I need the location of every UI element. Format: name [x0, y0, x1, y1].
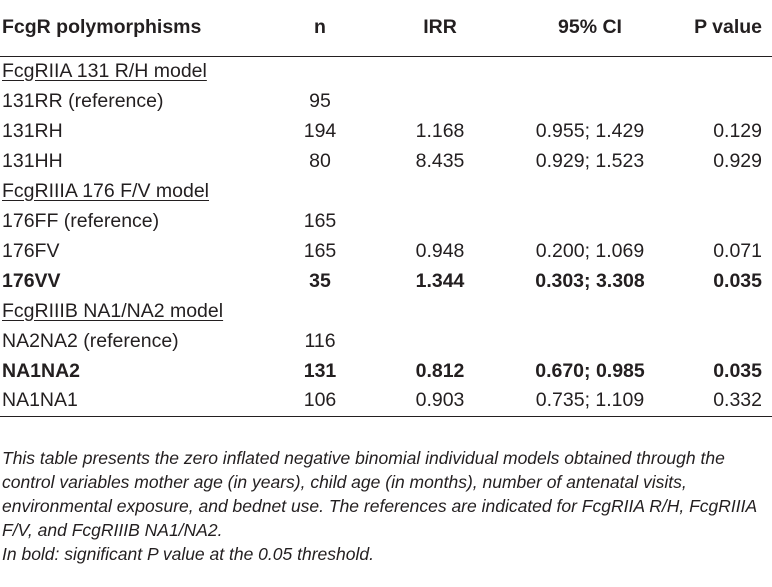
table-body — [0, 56, 772, 416]
row-irr — [370, 206, 510, 236]
row-irr: 0.812 — [415, 359, 465, 382]
row-n: 80 — [309, 149, 331, 172]
row-irr: 8.435 — [415, 149, 465, 172]
row-irr — [370, 326, 510, 356]
table-row — [0, 236, 772, 266]
table-header — [0, 0, 772, 56]
section-row-fcgriiib — [0, 296, 772, 326]
row-label: NA1NA2 — [2, 359, 81, 382]
row-irr: 0.948 — [415, 239, 465, 262]
row-p: 0.129 — [713, 119, 762, 142]
row-n: 95 — [309, 89, 331, 112]
row-label: 131RH — [2, 119, 63, 142]
table-row-significant — [0, 266, 772, 296]
section-title-fcgriiib: FcgRIIIB NA1/NA2 model — [2, 299, 224, 322]
row-label: 176FF (reference) — [2, 209, 160, 232]
header-n: n — [270, 0, 370, 56]
row-label: 176FV — [2, 239, 60, 262]
table-row-significant — [0, 356, 772, 386]
footnote-description: This table presents the zero inflated negative binomial individual models obtained through the control variables mother age (in years), child age (in months), number of antenatal visits, environmental exposure, and bednet use. The references are indicated for FcgRIIA R/H, FcgRIIIA F/V, and FcgRIIIB NA1/NA2. — [2, 448, 757, 540]
header-p-value: P value — [670, 0, 772, 56]
row-p: 0.071 — [713, 239, 762, 262]
row-n: 131 — [303, 359, 337, 382]
row-irr: 1.168 — [415, 119, 465, 142]
row-p — [670, 206, 772, 236]
row-ci — [510, 86, 670, 116]
row-ci: 0.955; 1.429 — [535, 119, 645, 142]
row-ci: 0.735; 1.109 — [510, 386, 670, 416]
table-row — [0, 86, 772, 116]
row-label: 176VV — [2, 269, 61, 292]
table-footnote — [0, 446, 772, 566]
table-row — [0, 326, 772, 356]
row-irr: 1.344 — [415, 269, 465, 292]
header-polymorphism: FcgR polymorphisms — [0, 0, 270, 56]
table-row — [0, 386, 772, 416]
row-ci: 0.929; 1.523 — [535, 149, 645, 172]
row-p: 0.035 — [713, 359, 762, 382]
row-n: 116 — [304, 329, 336, 352]
row-ci — [510, 326, 670, 356]
row-n: 194 — [303, 119, 337, 142]
row-ci: 0.200; 1.069 — [535, 239, 645, 262]
row-n: 165 — [303, 209, 337, 232]
section-title-fcgriiia: FcgRIIIA 176 F/V model — [2, 179, 210, 202]
row-label: NA1NA1 — [0, 386, 270, 416]
table-row — [0, 146, 772, 176]
row-ci: 0.670; 0.985 — [535, 359, 645, 382]
section-row-fcgriiia — [0, 176, 772, 206]
table-row — [0, 116, 772, 146]
row-p: 0.035 — [713, 269, 762, 292]
section-title-fcgriia: FcgRIIA 131 R/H model — [2, 59, 207, 82]
row-p: 0.929 — [713, 149, 762, 172]
row-ci: 0.303; 3.308 — [535, 269, 645, 292]
row-irr — [370, 86, 510, 116]
row-label: 131RR (reference) — [2, 89, 164, 112]
row-label: NA2NA2 (reference) — [2, 329, 179, 352]
row-n: 165 — [303, 239, 337, 262]
header-ci: 95% CI — [510, 0, 670, 56]
header-row — [0, 0, 772, 56]
row-p — [670, 86, 772, 116]
row-p — [670, 326, 772, 356]
section-row-fcgriia — [0, 56, 772, 86]
footnote-bold-note: In bold: significant P value at the 0.05 threshold. — [2, 544, 374, 564]
row-n: 106 — [270, 386, 370, 416]
row-n: 35 — [309, 269, 331, 292]
table-row — [0, 206, 772, 236]
row-ci — [510, 206, 670, 236]
row-label: 131HH — [2, 149, 63, 172]
row-irr: 0.903 — [370, 386, 510, 416]
row-p: 0.332 — [670, 386, 772, 416]
header-irr: IRR — [370, 0, 510, 56]
